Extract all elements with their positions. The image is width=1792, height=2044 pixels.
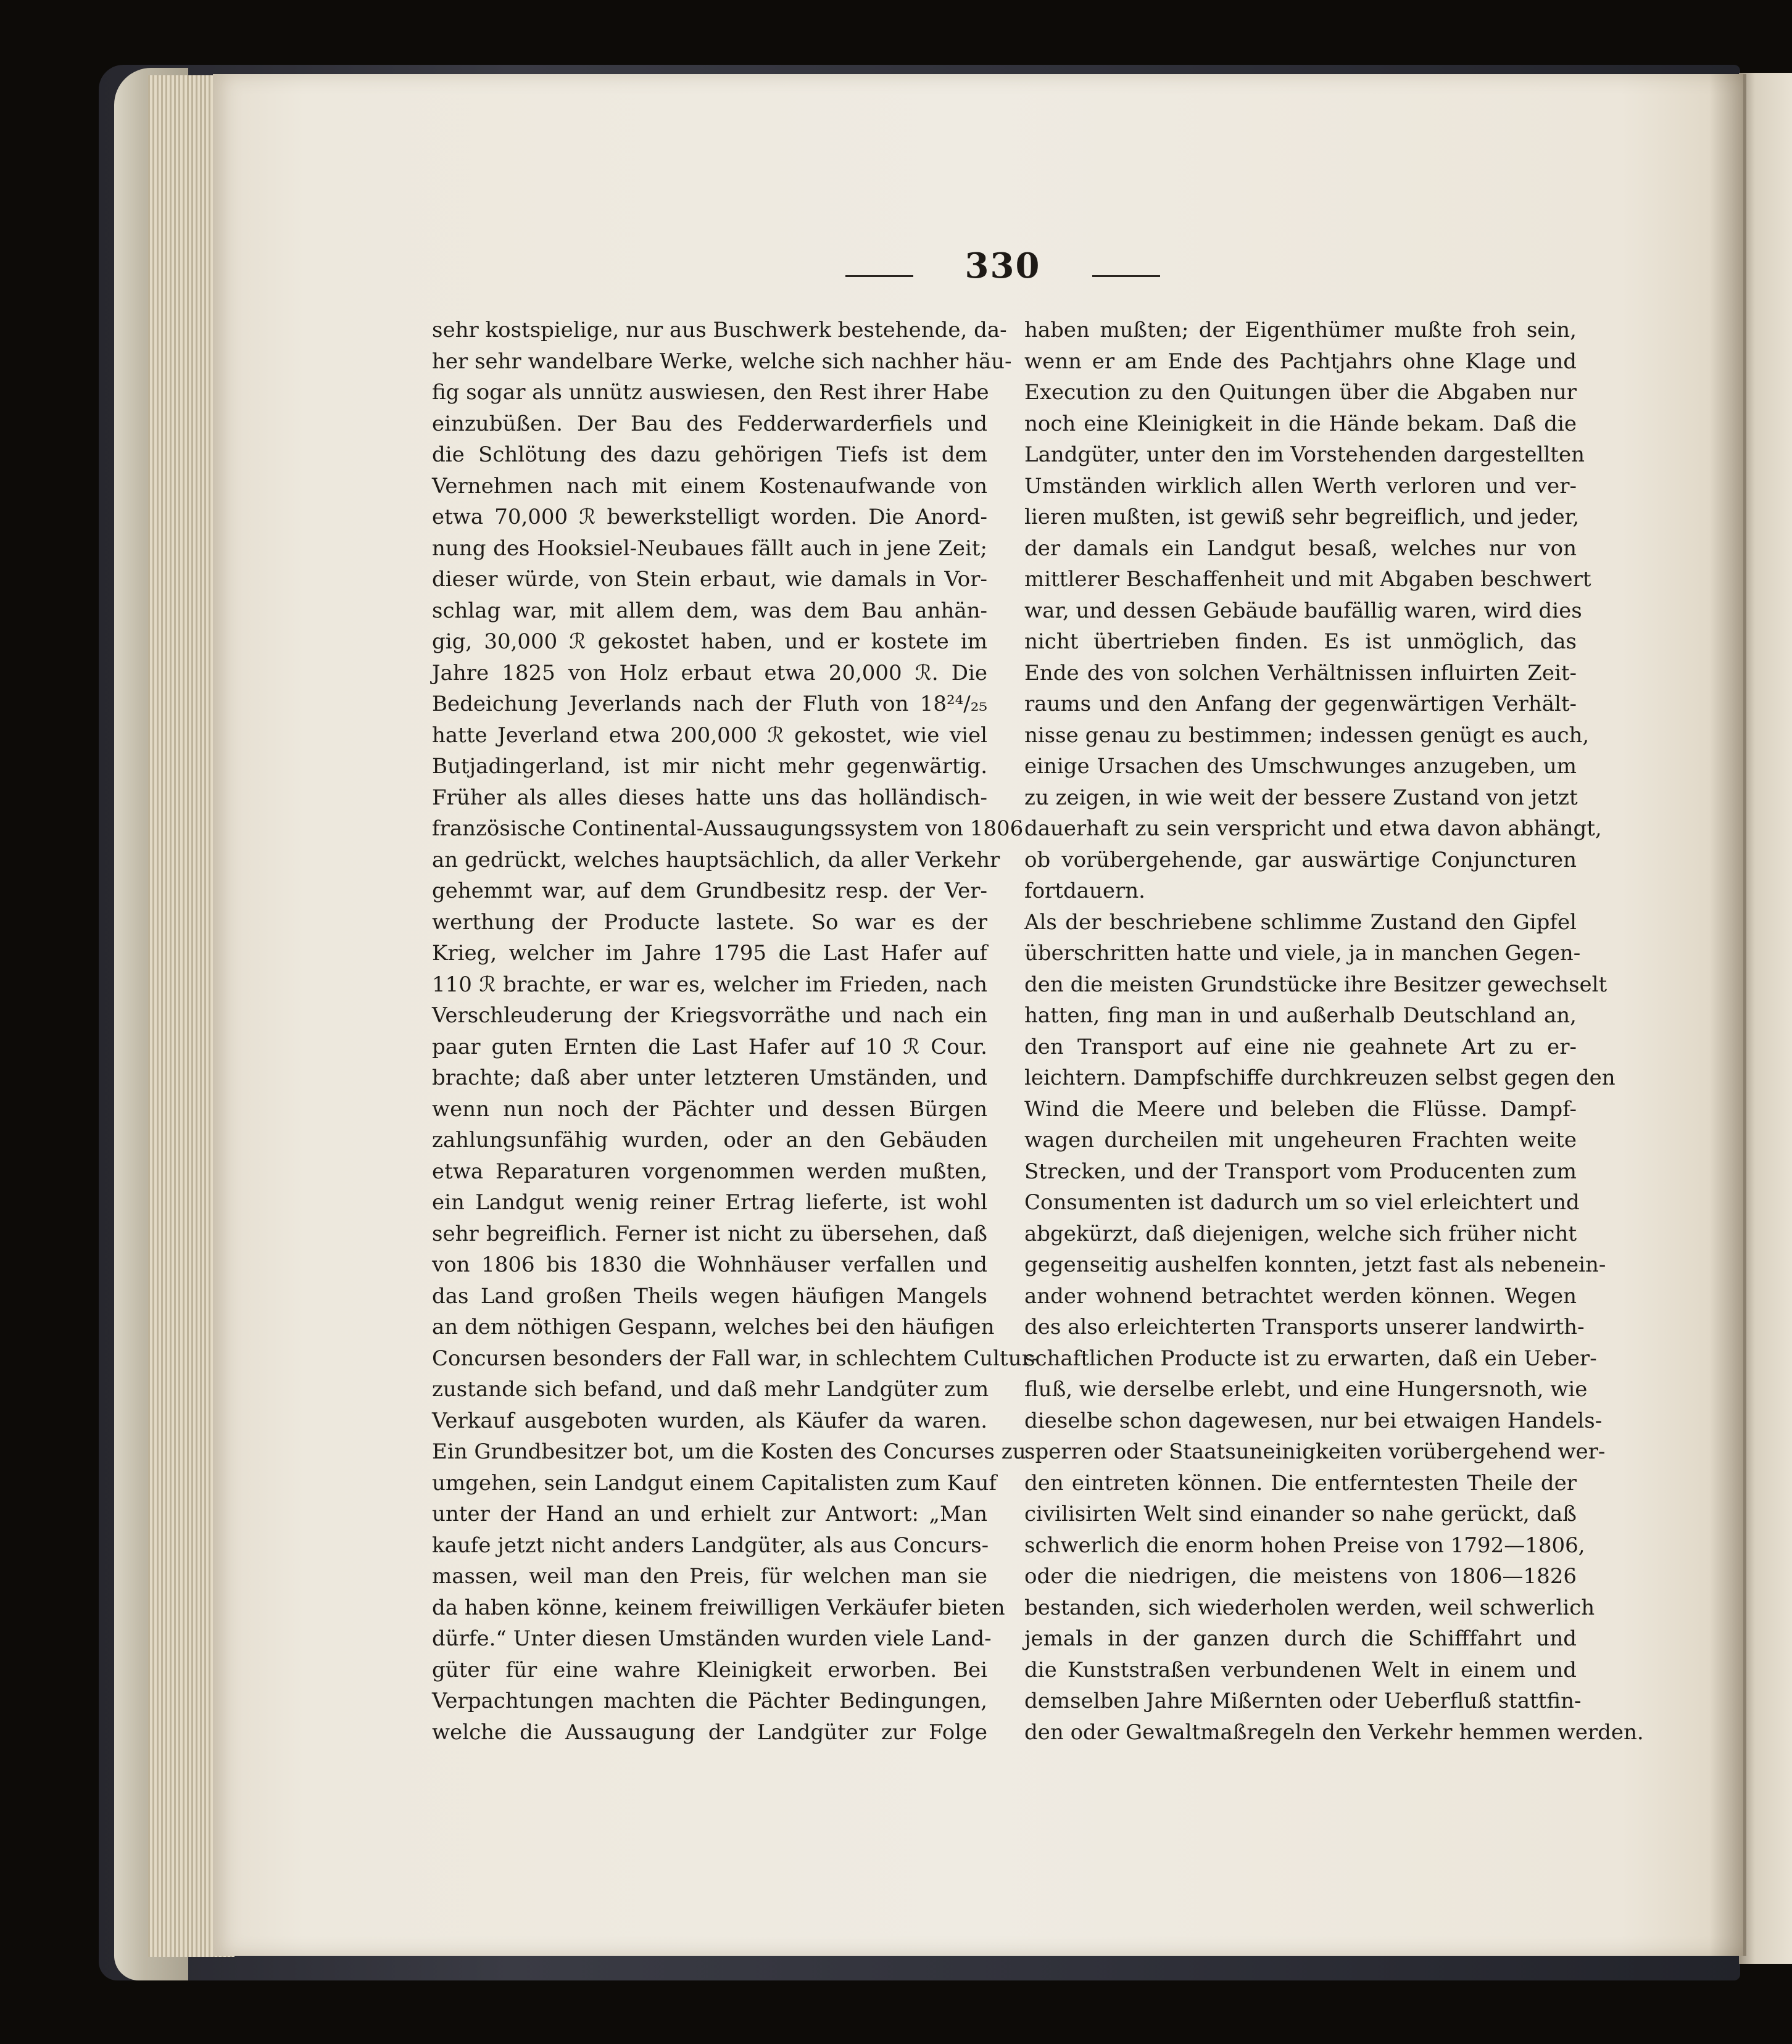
text-line: oder die niedrigen, die meistens von 1806—1826 (1024, 1564, 1577, 1589)
header-rule-right (1092, 275, 1160, 277)
text-line: die Schlötung des dazu gehörigen Tiefs ist dem (432, 442, 987, 467)
text-line: das Land großen Theils wegen häufigen Mangels (432, 1283, 987, 1309)
text-line: dieselbe schon dagewesen, nur bei etwaigen Handels- (1024, 1408, 1603, 1433)
text-line: noch eine Kleinigkeit in die Hände bekam. Daß die (1024, 411, 1577, 436)
text-line: zustande sich befand, und daß mehr Landgüter zum (432, 1377, 989, 1402)
text-line: da haben könne, keinem freiwilligen Verkäufer bieten (432, 1595, 1005, 1620)
text-line: gehemmt war, auf dem Grundbesitz resp. der Ver- (432, 879, 987, 903)
text-line: an dem nöthigen Gespann, welches bei den häufigen (432, 1315, 995, 1339)
text-line: Ein Grundbesitzer bot, um die Kosten des Concurses zu (432, 1439, 1026, 1464)
text-line: etwa Reparaturen vorgenommen werden mußten, (432, 1159, 987, 1184)
text-line: der damals ein Landgut besaß, welches nur von (1024, 536, 1577, 561)
text-line: etwa 70,000 ℛ bewerkstelligt worden. Die Anord- (432, 505, 987, 529)
text-line: unter der Hand an und erhielt zur Antwort: „Man (432, 1502, 987, 1526)
text-line: von 1806 bis 1830 die Wohnhäuser verfallen und (432, 1252, 987, 1277)
text-line: sehr begreiflich. Ferner ist nicht zu übersehen, daß (432, 1221, 987, 1246)
text-line: werthung der Producte lastete. So war es der (432, 909, 987, 935)
text-line: welche die Aussaugung der Landgüter zur Folge (432, 1719, 987, 1745)
page-header (845, 246, 1160, 301)
text-line: den Transport auf eine nie geahnete Art zu er- (1024, 1034, 1577, 1059)
left-column (432, 315, 1039, 1758)
text-line: an gedrückt, welches hauptsächlich, da aller Verkehr (432, 847, 1000, 872)
text-line: raums und den Anfang der gegenwärtigen Verhält- (1024, 692, 1577, 716)
text-line: Als der beschriebene schlimme Zustand den Gipfel (1024, 909, 1577, 935)
text-line: Strecken, und der Transport vom Producenten zum (1024, 1159, 1577, 1184)
text-line: einzubüßen. Der Bau des Fedderwarderfiels und (432, 411, 987, 436)
text-line: fortdauern. (1024, 879, 1145, 903)
text-line: abgekürzt, daß diejenigen, welche sich früher nicht (1024, 1221, 1577, 1246)
text-line: wagen durcheilen mit ungeheuren Frachten weite (1024, 1128, 1577, 1152)
text-line: zahlungsunfähig wurden, oder an den Gebäuden (432, 1128, 987, 1152)
text-line: zu zeigen, in wie weit der bessere Zustand von jetzt (1024, 785, 1578, 810)
text-line: Jahre 1825 von Holz erbaut etwa 20,000 ℛ. Die (432, 660, 987, 685)
text-line: Landgüter, unter den im Vorstehenden dargestellten (1024, 442, 1585, 467)
text-line: schwerlich die enorm hohen Preise von 1792—1806, (1024, 1533, 1585, 1558)
text-line: den oder Gewaltmaßregeln den Verkehr hemmen werden. (1024, 1719, 1644, 1745)
text-line: bestanden, sich wiederholen werden, weil schwerlich (1024, 1595, 1595, 1620)
text-line: schaftlichen Producte ist zu erwarten, daß ein Ueber- (1024, 1346, 1597, 1371)
text-line: des also erleichterten Transports unserer landwirth- (1024, 1315, 1585, 1339)
text-line: 110 ℛ brachte, er war es, welcher im Frieden, nach (432, 972, 987, 997)
text-line: jemals in der ganzen durch die Schifffahrt und (1024, 1626, 1577, 1651)
text-line: nisse genau zu bestimmen; indessen genügt es auch, (1024, 722, 1590, 748)
text-line: den die meisten Grundstücke ihre Besitzer gewechselt (1024, 972, 1607, 997)
page-number: 330 (964, 246, 1041, 286)
text-line: sehr kostspielige, nur aus Buschwerk bestehende, da- (432, 318, 1007, 342)
text-line: leichtern. Dampfschiffe durchkreuzen selbst gegen den (1024, 1065, 1616, 1090)
text-line: Concursen besonders der Fall war, in schlechtem Cultur- (432, 1346, 1039, 1371)
text-line: Umständen wirklich allen Werth verloren und ver- (1024, 473, 1577, 499)
text-line: Bedeichung Jeverlands nach der Fluth von 18²⁴/₂₅ (432, 692, 987, 716)
text-line: demselben Jahre Mißernten oder Ueberfluß stattfin- (1024, 1689, 1582, 1713)
text-line: wenn er am Ende des Pachtjahrs ohne Klage und (1024, 349, 1577, 374)
text-line: her sehr wandelbare Werke, welche sich nachher häu- (432, 349, 1012, 374)
text-line: hatten, fing man in und außerhalb Deutschland an, (1024, 1003, 1577, 1028)
text-line: Verkauf ausgeboten wurden, als Käufer da waren. (432, 1408, 987, 1433)
text-line: hatte Jeverland etwa 200,000 ℛ gekostet, wie viel (432, 722, 987, 748)
text-line: Ende des von solchen Verhältnissen influirten Zeit- (1024, 660, 1577, 685)
text-line: massen, weil man den Preis, für welchen man sie (432, 1564, 987, 1589)
text-line: paar guten Ernten die Last Hafer auf 10 ℛ Cour. (432, 1034, 987, 1059)
text-line: dieser würde, von Stein erbaut, wie damals in Vor- (432, 567, 987, 592)
text-line: Wind die Meere und beleben die Flüsse. Dampf- (1024, 1096, 1577, 1122)
text-line: fluß, wie derselbe erlebt, und eine Hungersnoth, wie (1024, 1377, 1588, 1402)
text-line: lieren mußten, ist gewiß sehr begreiflich, und jeder, (1024, 505, 1580, 529)
text-line: ob vorübergehende, gar auswärtige Conjuncturen (1024, 847, 1577, 872)
text-line: Früher als alles dieses hatte uns das holländisch- (432, 785, 987, 810)
text-line: haben mußten; der Eigenthümer mußte froh sein, (1024, 318, 1577, 342)
text-line: sperren oder Staatsuneinigkeiten vorübergehend wer- (1024, 1439, 1606, 1464)
right-column (1024, 315, 1644, 1758)
text-line: Vernehmen nach mit einem Kostenaufwande von (432, 473, 987, 499)
text-line: einige Ursachen des Umschwunges anzugeben, um (1024, 754, 1577, 779)
text-line: die Kunststraßen verbundenen Welt in einem und (1024, 1657, 1577, 1682)
text-line: nicht übertrieben finden. Es ist unmöglich, das (1024, 629, 1577, 654)
text-line: gegenseitig aushelfen konnten, jetzt fast als nebenein- (1024, 1252, 1606, 1277)
text-line: dürfe.“ Unter diesen Umständen wurden viele Land- (432, 1626, 992, 1651)
text-line: nung des Hooksiel-Neubaues fällt auch in jene Zeit; (432, 536, 987, 561)
facing-page-edge (1739, 73, 1792, 1964)
text-line: wenn nun noch der Pächter und dessen Bürgen (432, 1096, 987, 1122)
text-line: französische Continental-Aussaugungssystem von 1806 (432, 816, 1024, 841)
text-line: schlag war, mit allem dem, was dem Bau anhän- (432, 598, 987, 623)
text-line: kaufe jetzt nicht anders Landgüter, als aus Concurs- (432, 1533, 989, 1558)
text-line: umgehen, sein Landgut einem Capitalisten zum Kauf (432, 1470, 997, 1496)
text-line: dauerhaft zu sein verspricht und etwa davon abhängt, (1024, 816, 1602, 841)
text-line: war, und dessen Gebäude baufällig waren, wird dies (1024, 598, 1582, 623)
text-line: fig sogar als unnütz auswiesen, den Rest ihrer Habe (432, 380, 989, 405)
text-line: güter für eine wahre Kleinigkeit erworben. Bei (432, 1657, 987, 1682)
text-line: ein Landgut wenig reiner Ertrag lieferte, ist wohl (432, 1190, 987, 1215)
text-line: mittlerer Beschaffenheit und mit Abgaben beschwert (1024, 567, 1591, 592)
text-line: Butjadingerland, ist mir nicht mehr gegenwärtig. (432, 754, 987, 779)
text-line: Execution zu den Quitungen über die Abgaben nur (1024, 380, 1577, 405)
gutter-shadow (1709, 74, 1746, 1956)
text-line: brachte; daß aber unter letzteren Umständen, und (432, 1065, 987, 1090)
text-line: gig, 30,000 ℛ gekostet haben, und er kostete im (432, 629, 987, 654)
text-line: ander wohnend betrachtet werden können. Wegen (1024, 1283, 1577, 1309)
text-line: Krieg, welcher im Jahre 1795 die Last Hafer auf (432, 941, 987, 966)
text-line: Verpachtungen machten die Pächter Bedingungen, (432, 1689, 987, 1713)
text-line: Consumenten ist dadurch um so viel erleichtert und (1024, 1190, 1580, 1215)
text-line: überschritten hatte und viele, ja in manchen Gegen- (1024, 941, 1581, 966)
text-line: civilisirten Welt sind einander so nahe gerückt, daß (1024, 1502, 1577, 1526)
text-line: den eintreten können. Die entferntesten Theile der (1024, 1470, 1577, 1496)
text-line: Verschleuderung der Kriegsvorräthe und nach ein (432, 1003, 987, 1028)
